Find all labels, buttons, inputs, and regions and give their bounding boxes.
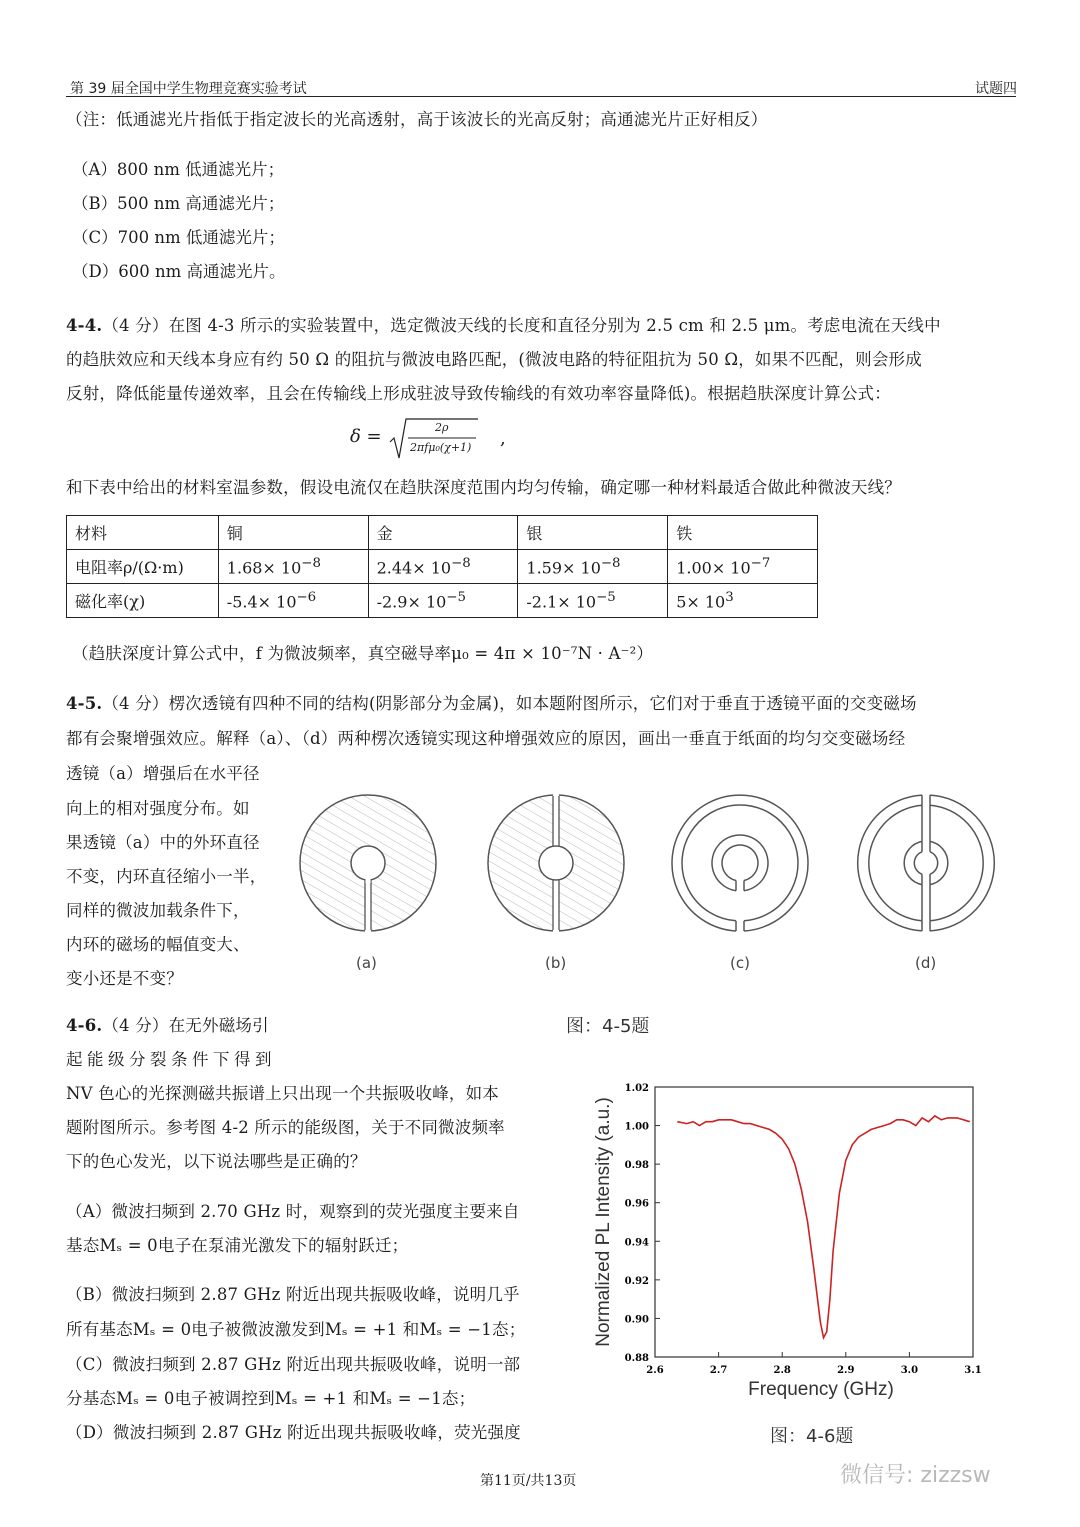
- q46-line-1: 4-6.（4 分）在无外磁场引: [66, 1016, 269, 1035]
- q45-side-6: 内环的磁场的幅值变大、: [66, 935, 250, 954]
- table-header-row: [67, 516, 818, 550]
- formula-denominator: 2πfμ₀(χ+1): [410, 441, 472, 454]
- q44-line-2: 的趋肤效应和天线本身应有约 50 Ω 的阻抗与微波电路匹配，(微波电路的特征阻抗为 50 Ω，如果不匹配，则会形成: [66, 350, 922, 369]
- q46-line-2: 起能级分裂条件下得到: [66, 1050, 276, 1069]
- figure-4-5-caption: 图：4-5题: [566, 1016, 650, 1037]
- q46-option-c-2: 分基态Mₛ = 0电子被调控到Mₛ = +1 和Mₛ = −1态；: [66, 1389, 476, 1408]
- option-a-43: （A）800 nm 低通滤光片；: [72, 160, 285, 179]
- q44-footnote: （趋肤深度计算公式中，f 为微波频率，真空磁导率μ₀ = 4π × 10⁻⁷N · A⁻²）: [72, 644, 654, 663]
- y-tick-label: 0.88: [624, 1353, 649, 1364]
- table-header-cell: 铜: [218, 516, 368, 550]
- figure-4-6-caption: 图：4-6题: [770, 1426, 854, 1447]
- sqrt-sign: [388, 416, 478, 462]
- y-tick-label: 0.98: [624, 1160, 649, 1172]
- x-tick-label: 2.7: [709, 1365, 728, 1376]
- q45-side-3: 果透镜（a）中的外环直径: [66, 833, 260, 852]
- q45-side-5: 同样的微波加载条件下，: [66, 901, 250, 920]
- table-header-cell: 铁: [668, 516, 818, 550]
- table-header-cell: 金: [368, 516, 518, 550]
- formula-numerator: 2ρ: [435, 421, 449, 434]
- q46-line-3: NV 色心的光探测磁共振谱上只出现一个共振吸收峰，如本: [66, 1084, 499, 1103]
- table-cell: $-2.1\times 10^{-5}$: [518, 584, 668, 618]
- option-d-43: （D）600 nm 高通滤光片。: [72, 262, 286, 281]
- x-tick-label: 2.6: [646, 1365, 664, 1376]
- lens-label-b: (b): [545, 954, 567, 972]
- table-row: [67, 584, 818, 618]
- table-header-cell: 银: [518, 516, 668, 550]
- lenz-lens-figure: [290, 785, 1010, 945]
- lens-label-c: (c): [730, 954, 750, 972]
- x-tick-label: 2.8: [773, 1365, 791, 1376]
- lens-label-a: (a): [356, 954, 377, 972]
- q45-side-2: 向上的相对强度分布。如: [66, 799, 250, 818]
- q44-after-formula: 和下表中给出的材料室温参数，假设电流仅在趋肤深度范围内均匀传输，确定哪一种材料最适合做此种微波天线？: [66, 478, 901, 497]
- watermark: 微信号: zizzsw: [840, 1463, 991, 1488]
- table-cell: $5\times 10^3$: [668, 584, 818, 618]
- y-tick-label: 0.92: [624, 1275, 649, 1287]
- q46-number: 4-6.: [66, 1016, 103, 1035]
- option-c-43: （C）700 nm 低通滤光片；: [72, 228, 285, 247]
- q44-line-1: 4-4.（4 分）在图 4-3 所示的实验装置中，选定微波天线的长度和直径分别为 2.5 cm 和 2.5 μm。考虑电流在天线中: [66, 316, 941, 335]
- formula-comma: ,: [500, 428, 506, 449]
- lens-c: [672, 795, 808, 931]
- table-cell: $1.59\times 10^{-8}$: [518, 550, 668, 584]
- header-rule: [66, 96, 1016, 97]
- table-cell: $-2.9\times 10^{-5}$: [368, 584, 518, 618]
- filter-note: （注：低通滤光片指低于指定波长的光高透射，高于该波长的光高反射；高通滤光片正好相反）: [66, 110, 768, 129]
- x-tick-label: 2.9: [837, 1365, 855, 1376]
- q46-option-a-1: （A）微波扫频到 2.70 GHz 时，观察到的荧光强度主要来自: [66, 1202, 520, 1221]
- option-b-43: （B）500 nm 高通滤光片；: [72, 194, 285, 213]
- q44-number: 4-4.: [66, 316, 103, 335]
- lens-label-d: (d): [915, 954, 937, 972]
- q46-option-b-2: 所有基态Mₛ = 0电子被微波激发到Mₛ = +1 和Mₛ = −1态；: [66, 1320, 526, 1339]
- table-cell: $1.68\times 10^{-8}$: [218, 550, 368, 584]
- table-row-label: 磁化率(χ): [67, 584, 219, 618]
- plot-frame: [655, 1087, 973, 1357]
- series-line: [677, 1116, 970, 1338]
- q46-option-b-1: （B）微波扫频到 2.87 GHz 附近出现共振吸收峰，说明几乎: [66, 1285, 520, 1304]
- q45-line-2: 都有会聚增强效应。解释（a）、（d）两种楞次透镜实现这种增强效应的原因，画出一垂直于纸面的均匀交变磁场经: [66, 729, 906, 748]
- q46-option-d-1: （D）微波扫频到 2.87 GHz 附近出现共振吸收峰，荧光强度: [66, 1423, 521, 1442]
- q45-side-4: 不变，内环直径缩小一半，: [66, 867, 267, 886]
- lens-a: [300, 795, 436, 933]
- q46-option-a-2: 基态Mₛ = 0电子在泵浦光激发下的辐射跃迁；: [66, 1236, 409, 1255]
- header-right: 试题四: [975, 81, 1017, 97]
- skin-depth-formula: [350, 416, 530, 466]
- material-table: [66, 515, 818, 618]
- y-tick-label: 1.00: [624, 1121, 649, 1133]
- x-tick-label: 3.1: [964, 1365, 982, 1376]
- q44-line-3: 反射，降低能量传递效率，且会在传输线上形成驻波导致传输线的有效功率容量降低)。根据趋肤深度计算公式：: [66, 384, 891, 403]
- y-tick-label: 0.94: [624, 1237, 649, 1249]
- q45-side-7: 变小还是不变？: [66, 969, 183, 988]
- x-axis-label: Frequency (GHz): [748, 1379, 894, 1400]
- table-cell: $-5.4\times 10^{-6}$: [218, 584, 368, 618]
- y-tick-label: 0.96: [624, 1198, 649, 1210]
- table-cell: $1.00\times 10^{-7}$: [668, 550, 818, 584]
- q46-line-4: 题附图所示。参考图 4-2 所示的能级图，关于不同微波频率: [66, 1118, 505, 1137]
- y-tick-label: 0.90: [624, 1314, 649, 1326]
- lens-b: [488, 793, 624, 933]
- q45-number: 4-5.: [66, 694, 103, 713]
- odmr-chart: [585, 1075, 1005, 1405]
- table-row: [67, 550, 818, 584]
- formula-lhs: δ =: [350, 426, 382, 447]
- header-left: 第 39 届全国中学生物理竞赛实验考试: [70, 81, 307, 97]
- q45-side-1: 透镜（a）增强后在水平径: [66, 764, 260, 783]
- table-cell: $2.44\times 10^{-8}$: [368, 550, 518, 584]
- x-axis: [646, 1352, 981, 1376]
- q45-line-1: 4-5.（4 分）楞次透镜有四种不同的结构(阴影部分为金属)，如本题附图所示，它们对于垂直于透镜平面的交变磁场: [66, 694, 917, 713]
- table-row-label: 电阻率ρ/(Ω·m): [67, 550, 219, 584]
- y-tick-label: 1.02: [624, 1083, 649, 1094]
- q46-line-5: 下的色心发光，以下说法哪些是正确的？: [66, 1152, 367, 1171]
- lens-d: [858, 795, 995, 931]
- y-axis-label: Normalized PL Intensity (a.u.): [593, 1097, 614, 1347]
- table-header-cell: 材料: [67, 516, 219, 550]
- page-number: 第11页/共13页: [480, 1473, 577, 1489]
- q46-option-c-1: （C）微波扫频到 2.87 GHz 附近出现共振吸收峰，说明一部: [66, 1355, 521, 1374]
- x-tick-label: 3.0: [900, 1365, 919, 1376]
